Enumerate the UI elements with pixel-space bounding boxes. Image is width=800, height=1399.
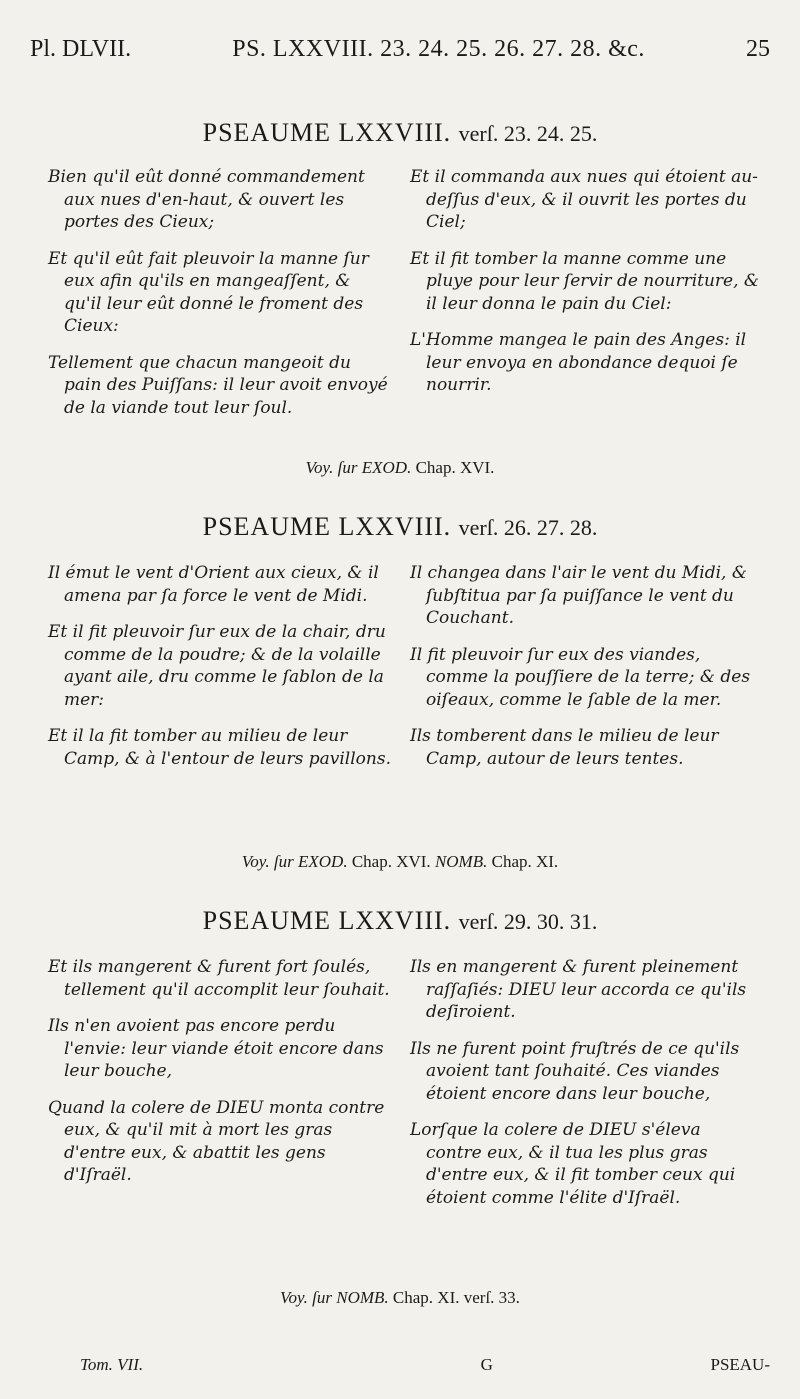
verse-text: Et il la fit tomber au milieu de leur Camp, & à l'entour de leurs pavillons. (48, 726, 391, 769)
verse-text: Il émut le vent d'Orient aux cieux, & il amena par ſa force le vent de Midi. (48, 563, 379, 606)
section-1-title: PSEAUME LXXVIII. verſ. 23. 24. 25. (202, 118, 598, 147)
section-2-cross-reference: Voy. ſur EXOD. Chap. XVI. NOMB. Chap. XI. (241, 852, 559, 871)
section-2-left-column (48, 562, 393, 784)
verse-text: L'Homme mangea le pain des Anges: il leur envoya en abondance dequoi ſe nourrir. (410, 330, 747, 395)
signature-mark: G (480, 1355, 493, 1374)
verse-text: Et ils mangerent & furent fort ſoulés, tellement qu'il accomplit leur ſouhait. (48, 957, 390, 1000)
verse-text: Et il fit pleuvoir ſur eux de la chair, dru comme de la poudre; & de la volaille ayant aile, dru comme le ſablon de la mer: (48, 622, 386, 710)
tome-number: Tom. VII. (80, 1355, 144, 1374)
verse-text: Et il fit tomber la manne comme une pluye pour leur ſervir de nourriture, & il leur donna le pain du Ciel: (410, 248, 760, 314)
section-1-cross-reference: Voy. ſur EXOD. Chap. XVI. (305, 458, 495, 477)
section-2-columns (48, 562, 760, 784)
page-footer (80, 1355, 770, 1375)
section-3-right-column (410, 956, 760, 1223)
section-3-left-column (48, 956, 393, 1223)
section-3-cross-reference: Voy. ſur NOMB. Chap. XI. verſ. 33. (280, 1288, 520, 1307)
verse-text: Ils ne furent point fruſtrés de ce qu'ils avoient tant ſouhaité. Ces viandes étoient encore dans leur bouche, (410, 1038, 740, 1104)
running-head (30, 36, 770, 63)
verse-text: Ils n'en avoient pas encore perdu l'envie: leur viande étoit encore dans leur bouche, (48, 1016, 384, 1081)
section-1-left-column (48, 166, 393, 433)
verse-text: Et qu'il eût fait pleuvoir la manne ſur eux afin qu'ils en mangeaſſent, & qu'il leur eût donné le froment des Cieux: (48, 248, 369, 336)
section-2-title: PSEAUME LXXVIII. verſ. 26. 27. 28. (202, 512, 598, 541)
verse-text: Et il commanda aux nues qui étoient au-deſſus d'eux, & il ouvrit les portes du Ciel; (410, 167, 758, 232)
section-1-columns (48, 166, 760, 433)
verse-text: Quand la colere de DIEU monta contre eux, & qu'il mit à mort les gras d'entre eux, & abattit les gens d'Iſraël. (48, 1097, 385, 1185)
verse-text: Lorſque la colere de DIEU s'éleva contre eux, & il tua les plus gras d'entre eux, & il fit tomber ceux qui étoient comme l'élite d'Iſraël. (410, 1120, 736, 1208)
page-number: 25 (746, 36, 770, 62)
catchword: PSEAU- (710, 1355, 770, 1374)
verse-text: Tellement que chacun mangeoit du pain des Puiſſans: il leur avoit envoyé de la viande tout leur ſoul. (48, 352, 388, 418)
section-3-title: PSEAUME LXXVIII. verſ. 29. 30. 31. (202, 906, 598, 935)
psalm-reference: PS. LXXVIII. 23. 24. 25. 26. 27. 28. &c. (232, 36, 645, 62)
verse-text: Il changea dans l'air le vent du Midi, & ſubſtitua par ſa puiſſance le vent du Couchant. (410, 563, 747, 628)
section-3-columns (48, 956, 760, 1223)
verse-text: Ils tomberent dans le milieu de leur Camp, autour de leurs tentes. (410, 726, 719, 769)
section-1-right-column (410, 166, 760, 433)
verse-text: Ils en mangerent & furent pleinement raſſaſiés: DIEU leur accorda ce qu'ils deſiroient. (410, 957, 747, 1022)
section-2-right-column (410, 562, 760, 784)
verse-text: Bien qu'il eût donné commandement aux nues d'en-haut, & ouvert les portes des Cieux; (48, 167, 365, 232)
verse-text: Il fit pleuvoir ſur eux des viandes, comme la pouſſiere de la terre; & des oiſeaux, comme le ſable de la mer. (410, 644, 751, 710)
plate-number: Pl. DLVII. (30, 36, 132, 62)
